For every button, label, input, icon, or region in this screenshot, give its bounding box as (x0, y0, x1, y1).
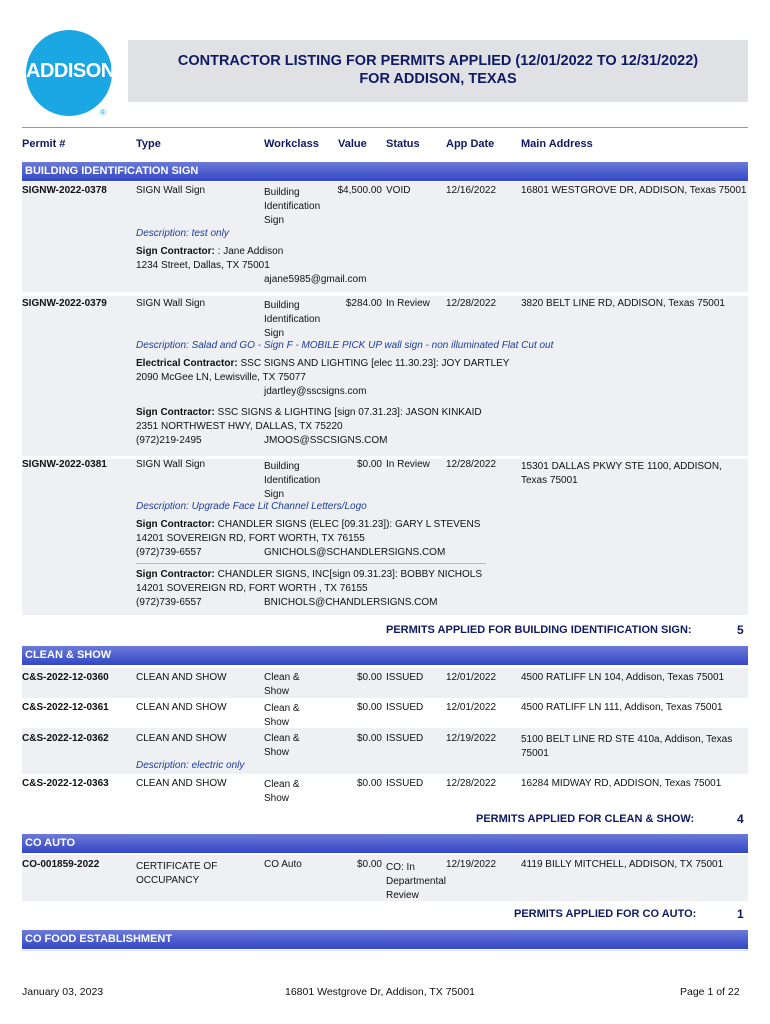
workclass: Clean & (264, 733, 300, 744)
contractor-address: 14201 SOVEREIGN RD, FORT WORTH , TX 76155 (136, 583, 368, 594)
section-summary-count: 1 (737, 907, 744, 921)
col-workclass: Workclass (264, 138, 319, 150)
workclass: Identification (264, 314, 321, 325)
permit-description: Description: electric only (136, 760, 245, 771)
permit-status-line-2: Departmental (386, 876, 447, 887)
permit-status: CO: In (386, 862, 415, 873)
app-date: 12/28/2022 (446, 459, 497, 470)
contractor-label: Sign Contractor: (136, 569, 215, 580)
permit-number: CO-001859-2022 (22, 859, 100, 870)
contractor-name: SSC SIGNS AND LIGHTING [elec 11.30.23]: JOY DARTLEY (237, 358, 510, 369)
contractor-name: CHANDLER SIGNS, INC[sign 09.31.23]: BOBBY NICHOLS (214, 569, 483, 580)
contractor-label: Sign Contractor: (136, 519, 215, 530)
permit-value: $0.00 (356, 459, 382, 470)
permit-status: VOID (386, 185, 411, 196)
permit-number: SIGNW-2022-0381 (22, 459, 107, 470)
workclass: Building (264, 187, 300, 198)
permit-number: C&S-2022-12-0361 (22, 702, 109, 713)
permit-type: SIGN Wall Sign (136, 298, 206, 309)
title-line-2: FOR ADDISON, TEXAS (359, 71, 517, 87)
main-address-line-2: 75001 (521, 748, 549, 759)
contractor-email: JMOOS@SSCSIGNS.COM (264, 435, 388, 446)
contractor-address: 2090 McGee LN, Lewisville, TX 75077 (136, 372, 306, 383)
addison-logo (26, 30, 115, 116)
main-address: 5100 BELT LINE RD STE 410a, Addison, Texas (521, 734, 733, 745)
row-bg (22, 182, 748, 292)
contractor-address: 14201 SOVEREIGN RD, FORT WORTH, TX 76155 (136, 533, 365, 544)
permit-status: ISSUED (386, 672, 424, 683)
section-underline (22, 950, 748, 951)
permit-value: $0.00 (356, 859, 382, 870)
permit-status-line-3: Review (386, 890, 419, 901)
section-summary-label: PERMITS APPLIED FOR CO AUTO: (514, 908, 697, 920)
app-date: 12/28/2022 (446, 298, 497, 309)
workclass: Show (264, 717, 290, 728)
contractor-email: GNICHOLS@SCHANDLERSIGNS.COM (264, 547, 446, 558)
header-rule (22, 127, 748, 128)
report-title (128, 40, 748, 102)
contractor-email: ajane5985@gmail.com (264, 274, 367, 285)
col-value: Value (338, 138, 367, 150)
section-summary-count: 5 (737, 623, 744, 637)
permit-number: C&S-2022-12-0362 (22, 733, 109, 744)
workclass: Clean & (264, 779, 300, 790)
permit-type: CLEAN AND SHOW (136, 778, 227, 789)
workclass: Sign (264, 489, 285, 500)
main-address: 15301 DALLAS PKWY STE 1100, ADDISON, (521, 461, 722, 472)
contractor-label: Electrical Contractor: (136, 358, 238, 369)
workclass: Sign (264, 215, 285, 226)
workclass: Show (264, 793, 290, 804)
registered-mark: ® (100, 108, 106, 117)
contractor-address: 1234 Street, Dallas, TX 75001 (136, 260, 270, 271)
main-address: 16284 MIDWAY RD, ADDISON, Texas 75001 (521, 778, 722, 789)
app-date: 12/16/2022 (446, 185, 497, 196)
contractor-label: Sign Contractor: (136, 246, 215, 257)
section-header-co-food: CO FOOD ESTABLISHMENT (22, 930, 748, 949)
permit-number: SIGNW-2022-0378 (22, 185, 107, 196)
app-date: 12/01/2022 (446, 672, 497, 683)
section-header-co-auto: CO AUTO (22, 834, 748, 853)
permit-status: ISSUED (386, 733, 424, 744)
permit-type: SIGN Wall Sign (136, 185, 206, 196)
section-summary-label: PERMITS APPLIED FOR CLEAN & SHOW: (476, 813, 695, 825)
permit-type-line-2: OCCUPANCY (136, 875, 200, 886)
col-permit: Permit # (22, 138, 66, 150)
contractor-address: 2351 NORTHWEST HWY, DALLAS, TX 75220 (136, 421, 343, 432)
col-address: Main Address (521, 138, 593, 150)
workclass: Sign (264, 328, 285, 339)
permit-description: Description: test only (136, 228, 229, 239)
permit-value: $0.00 (356, 733, 382, 744)
permit-value: $0.00 (356, 778, 382, 789)
workclass: Building (264, 300, 300, 311)
permit-description: Description: Salad and GO - Sign F - MOBILE PICK UP wall sign - non illuminated Flat Cut out (136, 340, 554, 351)
app-date: 12/01/2022 (446, 702, 497, 713)
section-header-clean-show: CLEAN & SHOW (22, 646, 748, 665)
contractor-divider (136, 563, 486, 564)
contractor-name: : Jane Addison (214, 246, 284, 257)
section-summary-count: 4 (737, 812, 744, 826)
workclass: Clean & (264, 672, 300, 683)
row-bg (22, 296, 748, 456)
permit-status: In Review (386, 298, 430, 309)
contractor-phone: (972)739-6557 (136, 547, 202, 558)
workclass: Clean & (264, 703, 300, 714)
workclass: Show (264, 747, 290, 758)
main-address: 4500 RATLIFF LN 104, Addison, Texas 75001 (521, 672, 725, 683)
contractor-phone: (972)739-6557 (136, 597, 202, 608)
permit-status: In Review (386, 459, 430, 470)
col-status: Status (386, 138, 420, 150)
permit-number: C&S-2022-12-0363 (22, 778, 109, 789)
contractor-email: BNICHOLS@CHANDLERSIGNS.COM (264, 597, 438, 608)
permit-status: ISSUED (386, 702, 424, 713)
workclass: Identification (264, 201, 321, 212)
permit-status: ISSUED (386, 778, 424, 789)
permit-number: SIGNW-2022-0379 (22, 298, 107, 309)
workclass: Identification (264, 475, 321, 486)
col-type: Type (136, 138, 161, 150)
permit-type: CLEAN AND SHOW (136, 733, 227, 744)
footer-page-number: Page 1 of 22 (680, 986, 740, 998)
app-date: 12/28/2022 (446, 778, 497, 789)
contractor-name: SSC SIGNS & LIGHTING [sign 07.31.23]: JASON KINKAID (214, 407, 482, 418)
permit-value: $0.00 (356, 672, 382, 683)
permit-type: SIGN Wall Sign (136, 459, 206, 470)
col-app-date: App Date (446, 138, 495, 150)
main-address: 4500 RATLIFF LN 111, Addison, Texas 75001 (521, 702, 723, 713)
contractor-phone: (972)219-2495 (136, 435, 202, 446)
footer-address: 16801 Westgrove Dr, Addison, TX 75001 (285, 986, 475, 998)
title-line-1: CONTRACTOR LISTING FOR PERMITS APPLIED (12/01/2022 TO 12/31/2022) (177, 53, 699, 69)
permit-number: C&S-2022-12-0360 (22, 672, 109, 683)
permit-type: CLEAN AND SHOW (136, 672, 227, 683)
row-bg (22, 459, 748, 615)
permit-type: CLEAN AND SHOW (136, 702, 227, 713)
workclass: Building (264, 461, 300, 472)
workclass: Show (264, 686, 290, 697)
app-date: 12/19/2022 (446, 733, 497, 744)
contractor-email: jdartley@sscsigns.com (264, 386, 367, 397)
logo-text: ADDISON (26, 60, 115, 82)
main-address-line-2: Texas 75001 (521, 475, 578, 486)
contractor-name: CHANDLER SIGNS (ELEC [09.31.23]): GARY L STEVENS (214, 519, 481, 530)
permit-value: $284.00 (345, 298, 382, 309)
main-address: 16801 WESTGROVE DR, ADDISON, Texas 75001 (521, 185, 747, 196)
permit-description: Description: Upgrade Face Lit Channel Letters/Logo (136, 501, 367, 512)
permit-value: $4,500.00 (337, 185, 382, 196)
contractor-label: Sign Contractor: (136, 407, 215, 418)
workclass: CO Auto (264, 859, 302, 870)
main-address: 3820 BELT LINE RD, ADDISON, Texas 75001 (521, 298, 725, 309)
permit-type: CERTIFICATE OF (136, 861, 218, 872)
main-address: 4119 BILLY MITCHELL, ADDISON, TX 75001 (521, 859, 724, 870)
permit-value: $0.00 (356, 702, 382, 713)
footer-date: January 03, 2023 (22, 986, 104, 998)
app-date: 12/19/2022 (446, 859, 497, 870)
section-summary-label: PERMITS APPLIED FOR BUILDING IDENTIFICATION SIGN: (386, 624, 692, 636)
section-header-bis: BUILDING IDENTIFICATION SIGN (22, 162, 748, 181)
